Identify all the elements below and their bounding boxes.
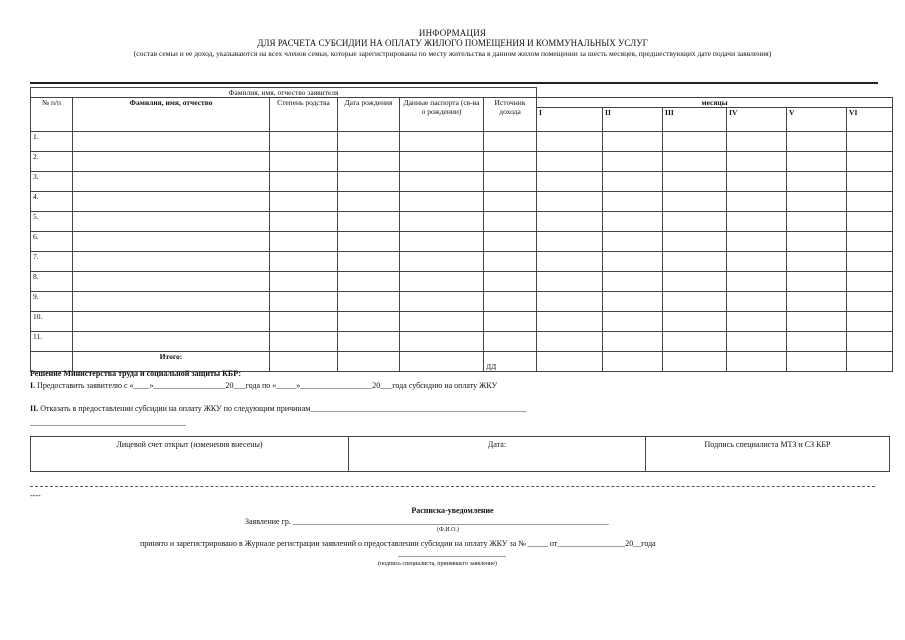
table-cell[interactable]: [338, 192, 400, 212]
table-cell[interactable]: [537, 152, 603, 172]
statement-label: Заявление гр.: [245, 517, 291, 526]
row-number: 10.: [31, 312, 73, 332]
statement-line: [245, 517, 609, 526]
table-cell[interactable]: [787, 232, 847, 252]
table-cell[interactable]: [603, 132, 663, 152]
table-cell[interactable]: [787, 212, 847, 232]
row-number: 4.: [31, 192, 73, 212]
table-cell[interactable]: [537, 172, 603, 192]
table-cell[interactable]: [847, 152, 893, 172]
table-cell[interactable]: [847, 172, 893, 192]
table-cell[interactable]: [270, 252, 338, 272]
account-box: [30, 436, 890, 472]
total-cell[interactable]: [537, 352, 603, 372]
point-1-number: I.: [30, 381, 36, 390]
table-cell[interactable]: [73, 332, 270, 352]
col-name-header: Фамилия, имя, отчество: [73, 98, 270, 132]
signature-hint: (подпись специалиста, принявшего заявление): [378, 561, 497, 567]
row-number: 1.: [31, 132, 73, 152]
table-cell[interactable]: [603, 272, 663, 292]
table-cell[interactable]: [847, 272, 893, 292]
row-number: 8.: [31, 272, 73, 292]
table-cell[interactable]: [537, 132, 603, 152]
table-row: [31, 172, 893, 192]
table-cell[interactable]: [663, 172, 727, 192]
table-cell[interactable]: [787, 332, 847, 352]
decision-heading: Решение Министерства труда и социальной защиты КБР:: [30, 369, 242, 378]
header-divider: [30, 82, 878, 84]
table-cell[interactable]: [484, 172, 537, 192]
table-cell[interactable]: [270, 292, 338, 312]
receipt-title: Расписка-уведомление: [411, 506, 494, 515]
row-number: 9.: [31, 292, 73, 312]
table-cell[interactable]: [603, 252, 663, 272]
table-cell[interactable]: [270, 232, 338, 252]
table-cell[interactable]: [484, 212, 537, 232]
total-cell[interactable]: [270, 352, 338, 372]
col-relation-header: Степень родства: [270, 98, 338, 132]
table-cell[interactable]: [787, 172, 847, 192]
point-2-number: II.: [30, 404, 39, 413]
table-cell[interactable]: [73, 152, 270, 172]
col-source-header: Источник дохода: [484, 98, 537, 132]
applicant-name-header: Фамилия, имя, отчество заявителя: [31, 88, 537, 98]
decision-point-1: [30, 381, 497, 390]
table-cell[interactable]: [270, 172, 338, 192]
table-row: [31, 132, 893, 152]
table-cell[interactable]: [73, 292, 270, 312]
table-cell[interactable]: [727, 332, 787, 352]
table-cell[interactable]: [73, 252, 270, 272]
table-cell[interactable]: [787, 272, 847, 292]
table-cell[interactable]: [537, 192, 603, 212]
table-cell[interactable]: [400, 192, 484, 212]
row-number: 3.: [31, 172, 73, 192]
signature-line[interactable]: ___________________________: [398, 549, 506, 558]
table-cell[interactable]: [847, 232, 893, 252]
table-cell[interactable]: [727, 272, 787, 292]
document-subtitle: ДЛЯ РАСЧЕТА СУБСИДИИ НА ОПЛАТУ ЖИЛОГО ПОМЕЩЕНИЯ И КОММУНАЛЬНЫХ УСЛУГ: [257, 38, 648, 48]
table-cell[interactable]: [400, 212, 484, 232]
table-cell[interactable]: [484, 232, 537, 252]
point-1-text[interactable]: Предоставить заявителю с «____»__________________20___года по «_____»__________________20___года субсидию на оплату ЖКУ: [37, 381, 498, 390]
table-row: [31, 192, 893, 212]
table-cell[interactable]: [603, 312, 663, 332]
table-cell[interactable]: [270, 332, 338, 352]
table-row: [31, 232, 893, 252]
table-cell[interactable]: [663, 332, 727, 352]
table-cell[interactable]: [400, 272, 484, 292]
total-cell[interactable]: [727, 352, 787, 372]
table-cell[interactable]: [787, 312, 847, 332]
table-cell[interactable]: [400, 252, 484, 272]
table-cell[interactable]: [847, 212, 893, 232]
table-cell[interactable]: [787, 292, 847, 312]
table-cell[interactable]: [603, 192, 663, 212]
table-cell[interactable]: [663, 272, 727, 292]
table-cell[interactable]: [847, 252, 893, 272]
month-3-header: III: [663, 108, 727, 132]
table-cell[interactable]: [400, 312, 484, 332]
point-2-continuation[interactable]: _______________________________________: [30, 418, 186, 427]
table-cell[interactable]: [400, 172, 484, 192]
table-cell[interactable]: [338, 152, 400, 172]
table-cell[interactable]: [484, 192, 537, 212]
table-cell[interactable]: [663, 232, 727, 252]
applicant-name-blank: [537, 88, 893, 98]
table-row: [31, 152, 893, 172]
table-cell[interactable]: [663, 212, 727, 232]
table-row: [31, 312, 893, 332]
col-number-header: № п/п: [31, 98, 73, 132]
table-cell[interactable]: [484, 252, 537, 272]
table-cell[interactable]: [537, 312, 603, 332]
total-cell[interactable]: [787, 352, 847, 372]
table-cell[interactable]: [338, 232, 400, 252]
statement-fio-field[interactable]: _______________________________________________________________________________: [292, 517, 609, 526]
date-field[interactable]: Дата:: [349, 437, 646, 471]
total-cell[interactable]: [400, 352, 484, 372]
table-cell[interactable]: [338, 132, 400, 152]
table-cell[interactable]: [603, 152, 663, 172]
registration-text[interactable]: принято и зарегистрировано в Журнале регистрации заявлений о предоставлении субсидии на оплату ЖКУ за № _____ от_________________20__года: [140, 539, 656, 548]
table-cell[interactable]: [603, 212, 663, 232]
table-cell[interactable]: [663, 292, 727, 312]
table-cell[interactable]: [270, 132, 338, 152]
specialist-signature-field[interactable]: Подпись специалиста МТЗ и СЗ КБР: [704, 440, 831, 449]
table-cell[interactable]: [73, 232, 270, 252]
table-row: [31, 292, 893, 312]
table-cell[interactable]: [270, 312, 338, 332]
point-2-text[interactable]: Отказать в предоставлении субсидии на оплату ЖКУ по следующим причинам______________________________________________________: [40, 404, 527, 413]
table-cell[interactable]: [338, 172, 400, 192]
document-note: (состав семьи и ее доход, указываются на всех членов семьи, которые зарегистрированы по месту жительства в данном жилом помещении за шесть месяцев, предшествующих дате подачи заявления): [133, 49, 772, 58]
table-cell[interactable]: [73, 172, 270, 192]
table-cell[interactable]: [270, 212, 338, 232]
table-cell[interactable]: [338, 212, 400, 232]
table-cell[interactable]: [400, 232, 484, 252]
table-cell[interactable]: [484, 272, 537, 292]
table-cell[interactable]: [537, 332, 603, 352]
table-cell[interactable]: [663, 252, 727, 272]
table-cell[interactable]: [73, 132, 270, 152]
table-cell[interactable]: [847, 192, 893, 212]
row-number: 6.: [31, 232, 73, 252]
table-cell[interactable]: [338, 312, 400, 332]
total-cell[interactable]: [603, 352, 663, 372]
cut-line: [30, 486, 875, 487]
table-cell[interactable]: [727, 152, 787, 172]
col-passport-header: Данные паспорта (св-ва о рождении): [400, 98, 484, 132]
table-cell[interactable]: [847, 332, 893, 352]
table-cell[interactable]: [663, 192, 727, 212]
table-cell[interactable]: [270, 272, 338, 292]
row-number: 2.: [31, 152, 73, 172]
table-cell[interactable]: [338, 272, 400, 292]
table-cell[interactable]: [663, 152, 727, 172]
decision-point-2: [30, 404, 526, 413]
table-cell[interactable]: [727, 212, 787, 232]
table-cell[interactable]: [484, 292, 537, 312]
table-cell[interactable]: [537, 212, 603, 232]
table-cell[interactable]: [484, 132, 537, 152]
table-cell[interactable]: [537, 272, 603, 292]
table-cell[interactable]: [847, 132, 893, 152]
table-cell[interactable]: [400, 292, 484, 312]
month-5-header: V: [787, 108, 847, 132]
row-number: 5.: [31, 212, 73, 232]
table-cell[interactable]: [727, 132, 787, 152]
table-row: [31, 212, 893, 232]
table-cell[interactable]: [73, 312, 270, 332]
month-1-header: I: [537, 108, 603, 132]
table-cell[interactable]: [73, 272, 270, 292]
table-cell[interactable]: [787, 252, 847, 272]
table-cell[interactable]: [400, 132, 484, 152]
table-row: [31, 332, 893, 352]
table-cell[interactable]: [847, 292, 893, 312]
table-cell[interactable]: [537, 292, 603, 312]
total-source: ДД: [484, 352, 537, 372]
months-header: месяцы: [537, 98, 893, 108]
table-cell[interactable]: [603, 172, 663, 192]
total-label: Итого:: [73, 352, 270, 372]
table-cell[interactable]: [73, 212, 270, 232]
table-body: [31, 132, 893, 352]
table-cell[interactable]: [270, 192, 338, 212]
table-cell[interactable]: [270, 152, 338, 172]
table-cell[interactable]: [727, 312, 787, 332]
table-cell[interactable]: [537, 252, 603, 272]
table-cell[interactable]: [484, 312, 537, 332]
total-cell[interactable]: [847, 352, 893, 372]
table-cell[interactable]: [537, 232, 603, 252]
account-opened-field[interactable]: Лицевой счет открыт (изменения внесены): [31, 437, 349, 471]
table-cell[interactable]: [727, 172, 787, 192]
table-row: [31, 252, 893, 272]
family-income-table: [30, 87, 893, 372]
table-cell[interactable]: [603, 292, 663, 312]
table-row: [31, 272, 893, 292]
table-cell[interactable]: [727, 192, 787, 212]
table-cell[interactable]: [847, 312, 893, 332]
table-cell[interactable]: [400, 332, 484, 352]
month-4-header: IV: [727, 108, 787, 132]
table-cell[interactable]: [787, 192, 847, 212]
table-cell[interactable]: [727, 252, 787, 272]
table-cell[interactable]: [787, 152, 847, 172]
total-cell[interactable]: [338, 352, 400, 372]
table-cell[interactable]: [727, 292, 787, 312]
table-cell[interactable]: [484, 152, 537, 172]
row-number: 7.: [31, 252, 73, 272]
table-cell[interactable]: [338, 252, 400, 272]
row-number: 11.: [31, 332, 73, 352]
table-cell[interactable]: [663, 132, 727, 152]
col-dob-header: Дата рождения: [338, 98, 400, 132]
table-cell[interactable]: [787, 132, 847, 152]
table-cell[interactable]: [400, 152, 484, 172]
table-cell[interactable]: [603, 332, 663, 352]
cut-line-tail: ----: [30, 491, 41, 500]
table-cell[interactable]: [73, 192, 270, 212]
document-title: ИНФОРМАЦИЯ: [418, 28, 487, 38]
month-2-header: II: [603, 108, 663, 132]
table-cell[interactable]: [727, 232, 787, 252]
table-cell[interactable]: [338, 332, 400, 352]
table-cell[interactable]: [603, 232, 663, 252]
table-cell[interactable]: [484, 332, 537, 352]
fio-hint: (Ф.И.О.): [437, 527, 459, 533]
month-6-header: VI: [847, 108, 893, 132]
table-cell[interactable]: [663, 312, 727, 332]
total-cell[interactable]: [663, 352, 727, 372]
table-cell[interactable]: [338, 292, 400, 312]
